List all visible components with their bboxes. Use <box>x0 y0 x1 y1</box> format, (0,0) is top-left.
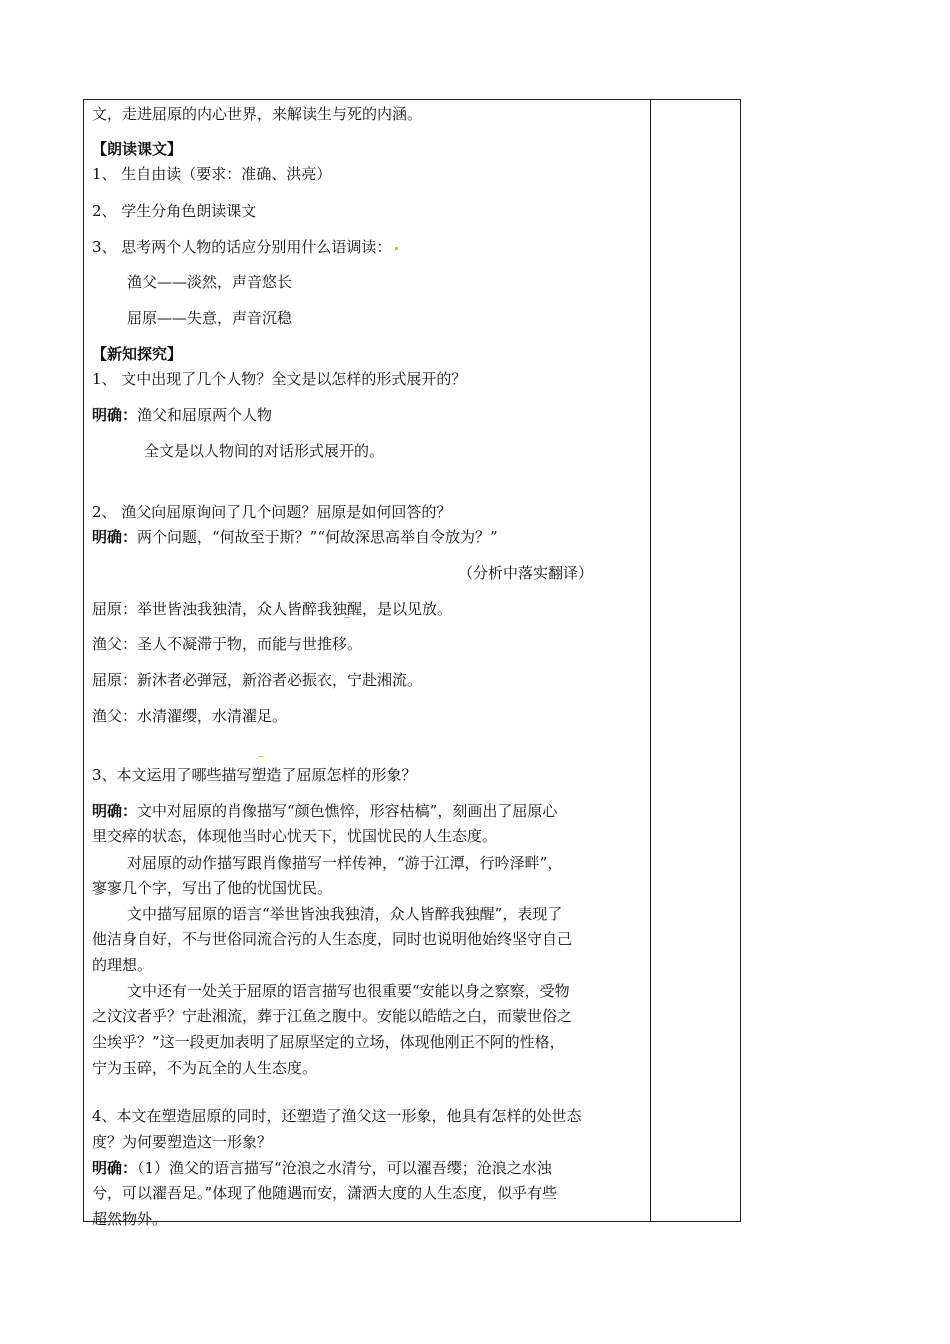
answer <box>92 527 498 547</box>
answer-label: 明确： <box>92 1159 138 1177</box>
text-line: 文，走进屈原的内心世界，来解读生与死的内涵。 <box>92 105 423 123</box>
answer-text: 他洁身自好，不与世俗同流合污的人生态度，同时也说明他始终坚守自己 <box>92 930 573 948</box>
answer <box>92 801 557 821</box>
answer-text: 超然物外。 <box>92 1210 168 1228</box>
list-item: 2、 学生分角色朗读课文 <box>92 202 257 220</box>
dialogue-line: 渔父：圣人不凝滞于物，而能与世推移。 <box>92 635 363 653</box>
section-heading-explore: 【新知探究】 <box>92 345 183 363</box>
question: 1、 文中出现了几个人物？全文是以怎样的形式展开的？ <box>92 370 467 388</box>
column-divider <box>650 100 651 1221</box>
question: 度？为何要塑造这一形象？ <box>92 1133 273 1151</box>
answer-label: 明确： <box>92 406 138 424</box>
annotation-mark <box>258 756 264 759</box>
answer-text: 渔父和屈原两个人物 <box>137 406 273 424</box>
answer-text: 文中对屈原的肖像描写“颜色憔悴，形容枯槁”，刻画出了屈原心 <box>137 802 558 820</box>
question: 4、本文在塑造屈原的同时，还塑造了渔父这一形象，他具有怎样的处世态 <box>92 1107 582 1125</box>
list-item: 1、 生自由读（要求：准确、洪亮） <box>92 165 332 183</box>
answer-text: 文中还有一处关于屈原的语言描写也很重要“安能以身之察察，受物 <box>127 982 570 1000</box>
annotation-mark <box>228 997 234 1000</box>
answer-text: 两个问题，“何故至于斯？”“何故深思高举自令放为？” <box>137 528 498 546</box>
answer-text: 尘埃乎？”这一段更加表明了屈原坚定的立场，体现他刚正不阿的性格， <box>92 1033 565 1051</box>
list-subitem: 屈原——失意，声音沉稳 <box>127 309 293 327</box>
dialogue-line: 屈原：举世皆浊我独清，众人皆醉我独醒，是以见放。 <box>92 600 453 618</box>
answer-text: 对屈原的动作描写跟肖像描写一样传神，“游于江潭，行吟泽畔”， <box>127 854 563 872</box>
answer-text: 寥寥几个字，写出了他的忧国忧民。 <box>92 879 333 897</box>
annotation-mark <box>344 617 350 620</box>
dialogue-line: 屈原：新沐者必弹冠，新浴者必振衣，宁赴湘流。 <box>92 671 423 689</box>
list-item <box>92 237 398 257</box>
answer-text: 之汶汶者乎？宁赴湘流，葬于江鱼之腹中。安能以皓皓之白，而蒙世俗之 <box>92 1007 573 1025</box>
answer-text: 里交瘁的状态，体现他当时心忧天下，忧国忧民的人生态度。 <box>92 827 498 845</box>
question: 3、本文运用了哪些描写塑造了屈原怎样的形象？ <box>92 766 417 784</box>
translation-note: （分析中落实翻译） <box>458 564 594 582</box>
answer-text: 宁为玉碎，不为瓦全的人生态度。 <box>92 1059 318 1077</box>
answer-text: （1）渔父的语言描写“沧浪之水清兮，可以濯吾缨；沧浪之水浊 <box>137 1159 552 1177</box>
lesson-table <box>83 99 741 1228</box>
list-subitem: 渔父——淡然，声音悠长 <box>127 273 293 291</box>
question: 2、 渔父向屈原询问了几个问题？屈原是如何回答的？ <box>92 503 452 521</box>
section-heading-reading: 【朗读课文】 <box>92 140 183 158</box>
answer <box>92 405 272 425</box>
annotation-mark <box>395 247 398 250</box>
answer-text: 的理想。 <box>92 956 153 974</box>
list-item-text: 3、 思考两个人物的话应分别用什么语调读： <box>92 238 392 256</box>
answer-text: 全文是以人物间的对话形式展开的。 <box>144 442 385 460</box>
answer-text: 兮，可以濯吾足。”体现了他随遇而安，潇洒大度的人生态度，似乎有些 <box>92 1184 558 1202</box>
answer-text: 文中描写屈原的语言“举世皆浊我独清，众人皆醉我独醒”，表现了 <box>127 905 563 923</box>
dialogue-line: 渔父：水清濯缨，水清濯足。 <box>92 707 288 725</box>
answer <box>92 1158 552 1178</box>
answer-label: 明确： <box>92 802 138 820</box>
answer-label: 明确： <box>92 528 138 546</box>
